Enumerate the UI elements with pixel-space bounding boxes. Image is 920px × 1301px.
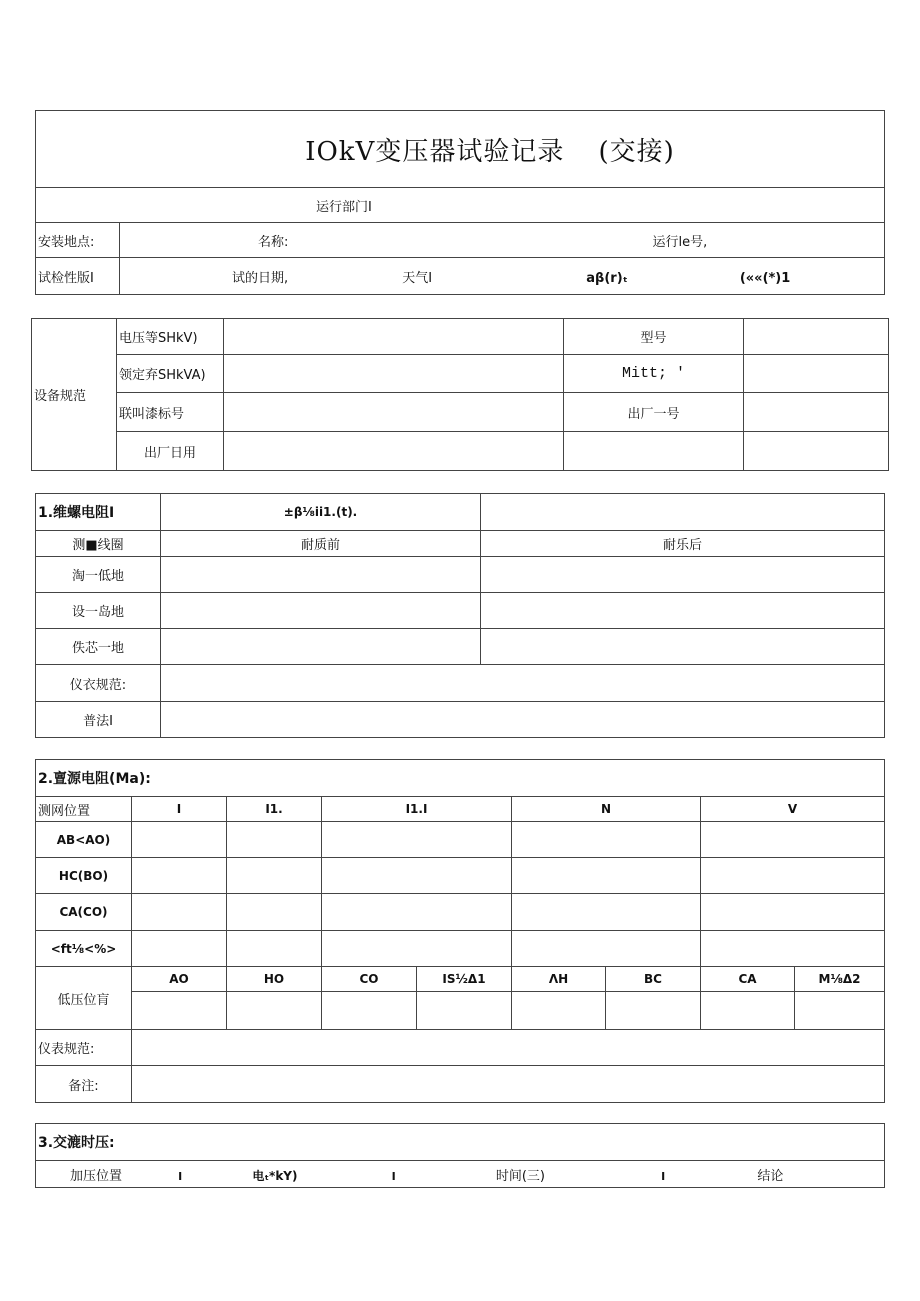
low-cell[interactable]	[512, 992, 606, 1030]
low-cell[interactable]	[417, 992, 512, 1030]
low-cell[interactable]	[322, 992, 417, 1030]
insulation-instrument-value[interactable]	[161, 665, 885, 702]
tap-col-header: I1.I	[322, 797, 512, 822]
low-col-header: BC	[606, 967, 701, 992]
low-col-header: CO	[322, 967, 417, 992]
low-col-header: HO	[227, 967, 322, 992]
low-col-header: CA	[701, 967, 795, 992]
dc-cell[interactable]	[701, 858, 885, 894]
ac-pos-label: 加压位置	[70, 1168, 123, 1184]
dc-row-label: CA(CO)	[36, 894, 132, 931]
name-and-runno-field[interactable]: 名称: 运行le号,	[120, 223, 885, 258]
dc-instrument-label: 仪表规范:	[36, 1030, 132, 1066]
dc-cell[interactable]	[227, 822, 322, 858]
model-value[interactable]	[744, 319, 889, 355]
insulation-block	[35, 493, 885, 738]
ac-header-row	[36, 1161, 885, 1188]
dc-cell[interactable]	[227, 931, 322, 967]
spec-block	[31, 318, 889, 471]
insulation-cell[interactable]	[161, 557, 481, 593]
tap-col-header: I	[132, 797, 227, 822]
dc-cell[interactable]	[512, 822, 701, 858]
insulation-remark-value[interactable]	[161, 702, 885, 738]
col-coil-header: 测■线圈	[36, 531, 161, 557]
insulation-temp-label: ±β⅛ii1.(t).	[161, 494, 481, 531]
spec-blank-a[interactable]	[564, 432, 744, 471]
low-cell[interactable]	[795, 992, 885, 1030]
ac-sep: I	[661, 1169, 666, 1183]
mfg-date-value[interactable]	[224, 432, 564, 471]
low-col-header: AO	[132, 967, 227, 992]
dc-cell[interactable]	[132, 931, 227, 967]
low-cell[interactable]	[606, 992, 701, 1030]
dc-cell[interactable]	[512, 894, 701, 931]
dc-cell[interactable]	[322, 858, 512, 894]
tap-position-label: 测网位置	[36, 797, 132, 822]
header-block	[35, 110, 885, 295]
test-info-field[interactable]: 试的日期, 天气I aβ(r)ₜ (««(*)1	[120, 258, 885, 295]
voltage-label: 电压等SHkV)	[117, 319, 224, 355]
rated-capacity-label: 领定弃SHkVA)	[117, 355, 224, 393]
insulation-cell[interactable]	[161, 593, 481, 629]
dc-cell[interactable]	[322, 894, 512, 931]
rated-capacity-value[interactable]	[224, 355, 564, 393]
low-col-header: M⅛Δ2	[795, 967, 885, 992]
ac-voltage-label: 电ₜ*kY)	[252, 1168, 298, 1183]
insulation-instrument-label: 仪衣规范:	[36, 665, 161, 702]
dc-remark-label: 备注:	[36, 1066, 132, 1103]
dc-cell[interactable]	[701, 822, 885, 858]
col-after-header: 耐乐后	[481, 531, 885, 557]
factory-no-value[interactable]	[744, 393, 889, 432]
model-label: 型号	[564, 319, 744, 355]
dc-cell[interactable]	[132, 858, 227, 894]
low-voltage-label: 低压位肓	[36, 967, 132, 1030]
col-before-header: 耐质前	[161, 531, 481, 557]
dc-row-label: <ft⅛<%>	[36, 931, 132, 967]
ac-time-label: 时间(三)	[495, 1168, 546, 1184]
factory-no-label: 出厂一号	[564, 393, 744, 432]
dc-row-label: HC(BO)	[36, 858, 132, 894]
dc-cell[interactable]	[227, 894, 322, 931]
tap-col-header: N	[512, 797, 701, 822]
insulation-cell[interactable]	[481, 629, 885, 665]
insulation-row-label: 设一岛地	[36, 593, 161, 629]
dc-heading: 2.亶源电阻(Ma):	[36, 760, 885, 797]
dc-cell[interactable]	[132, 894, 227, 931]
ac-result-label: 结论	[757, 1168, 784, 1184]
ac-block	[35, 1123, 885, 1188]
dc-instrument-value[interactable]	[132, 1030, 885, 1066]
mitt-label: Mitt; '	[564, 355, 744, 393]
install-site-label: 安装地点:	[36, 223, 120, 258]
dc-remark-value[interactable]	[132, 1066, 885, 1103]
insulation-temp-value[interactable]	[481, 494, 885, 531]
insulation-row-label: 淘一低地	[36, 557, 161, 593]
dc-block	[35, 759, 885, 1103]
dc-cell[interactable]	[512, 858, 701, 894]
low-cell[interactable]	[701, 992, 795, 1030]
dc-cell[interactable]	[322, 931, 512, 967]
connection-group-label: 联叫漆标号	[117, 393, 224, 432]
page-title: IOkV变压器试验记录 (交接)	[36, 111, 885, 188]
ac-sep: I	[391, 1169, 396, 1183]
low-col-header: ΛH	[512, 967, 606, 992]
insulation-heading: 1.维螺电阻I	[36, 494, 161, 531]
dc-cell[interactable]	[132, 822, 227, 858]
dc-cell[interactable]	[322, 822, 512, 858]
low-cell[interactable]	[132, 992, 227, 1030]
voltage-value[interactable]	[224, 319, 564, 355]
low-col-header: IS½Δ1	[417, 967, 512, 992]
run-dept-field[interactable]: 运行部门I	[36, 188, 885, 223]
spec-blank-b[interactable]	[744, 432, 889, 471]
insulation-remark-label: 普法I	[36, 702, 161, 738]
insulation-cell[interactable]	[481, 557, 885, 593]
tap-col-header: V	[701, 797, 885, 822]
insulation-row-label: 佚芯一地	[36, 629, 161, 665]
insulation-cell[interactable]	[161, 629, 481, 665]
tap-col-header: I1.	[227, 797, 322, 822]
test-nature-label: 试检性版I	[36, 258, 120, 295]
mitt-value[interactable]	[744, 355, 889, 393]
ac-heading: 3.交漉时压:	[36, 1124, 885, 1161]
dc-row-label: AB<AO)	[36, 822, 132, 858]
insulation-cell[interactable]	[481, 593, 885, 629]
dc-cell[interactable]	[227, 858, 322, 894]
dc-cell[interactable]	[701, 931, 885, 967]
mfg-date-label: 出厂日用	[117, 432, 224, 471]
dc-cell[interactable]	[512, 931, 701, 967]
connection-group-value[interactable]	[224, 393, 564, 432]
low-cell[interactable]	[227, 992, 322, 1030]
spec-section-label: 设备规范	[32, 319, 117, 471]
dc-cell[interactable]	[701, 894, 885, 931]
ac-sep: I	[178, 1169, 183, 1183]
